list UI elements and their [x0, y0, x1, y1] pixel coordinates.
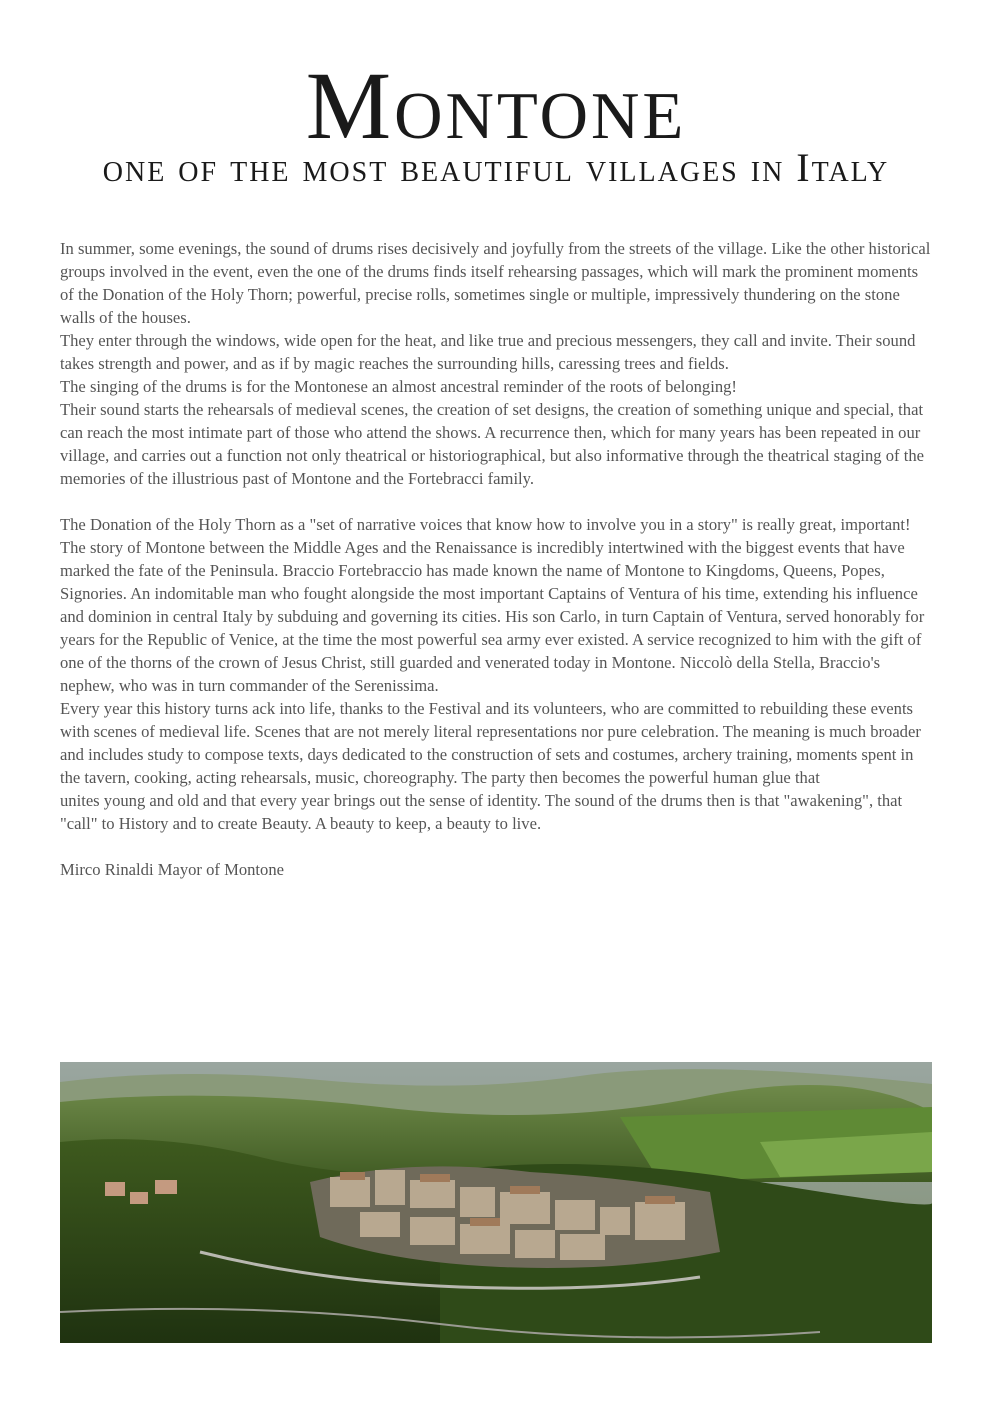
- paragraph: unites young and old and that every year brings out the sense of identity. The sound of the drums then is that "awakening", that "call" to History and to create Beauty. A beauty to keep, a beauty to live.: [60, 791, 903, 833]
- page-title: Montone: [305, 52, 687, 159]
- paragraph: Every year this history turns ack into life, thanks to the Festival and its volunteers, who are committed to rebuilding these events with scenes of medieval life. Scenes that are not merely literal representations nor pure celebration. The meaning is much broader and includes study to compose texts, days dedicated to the construction of sets and costumes, archery training, moments spent in the tavern, cooking, acting rehearsals, music, choreography. The party then becomes the powerful human glue that: [60, 699, 921, 787]
- paragraph-spacer: [60, 490, 932, 513]
- paragraph-spacer: [60, 835, 932, 858]
- article-body: [60, 237, 932, 881]
- signature: Mirco Rinaldi Mayor of Montone: [60, 860, 284, 879]
- paragraph: The singing of the drums is for the Montonese an almost ancestral reminder of the roots of belonging!: [60, 377, 737, 396]
- aerial-village-photo: [60, 1062, 932, 1343]
- paragraph: In summer, some evenings, the sound of drums rises decisively and joyfully from the streets of the village. Like the other historical groups involved in the event, even the one of the drums finds itself rehearsing passages, which will mark the prominent moments of the Donation of the Holy Thorn; powerful, precise rolls, sometimes single or multiple, impressively thundering on the stone walls of the houses.: [60, 239, 931, 327]
- paragraph: Their sound starts the rehearsals of medieval scenes, the creation of set designs, the creation of something unique and special, that can reach the most intimate part of those who attend the shows. A recurrence then, which for many years has been repeated in our village, and carries out a function not only theatrical or historiographical, but also informative through the theatrical staging of the memories of the illustrious past of Montone and the Fortebracci family.: [60, 400, 924, 488]
- page-subtitle: one of the most beautiful villages in Italy: [102, 145, 890, 190]
- paragraph: The Donation of the Holy Thorn as a "set of narrative voices that know how to involve you in a story" is really great, important! The story of Montone between the Middle Ages and the Renaissance is incredibly intertwined with the biggest events that have marked the fate of the Peninsula. Braccio Fortebraccio has made known the name of Montone to Kingdoms, Queens, Popes, Signories. An indomitable man who fought alongside the most important Captains of Ventura of his time, extending his influence and dominion in central Italy by subduing and governing its cities. His son Carlo, in turn Captain of Ventura, served honorably for years for the Republic of Venice, at the time the most powerful sea army ever existed. A service recognized to him with the gift of one of the thorns of the crown of Jesus Christ, still guarded and venerated today in Montone. Niccolò della Stella, Braccio's nephew, who was in turn commander of the Serenissima.: [60, 515, 925, 695]
- paragraph: They enter through the windows, wide open for the heat, and like true and precious messengers, they call and invite. Their sound takes strength and power, and as if by magic reaches the surrounding hills, caressing trees and fields.: [60, 331, 916, 373]
